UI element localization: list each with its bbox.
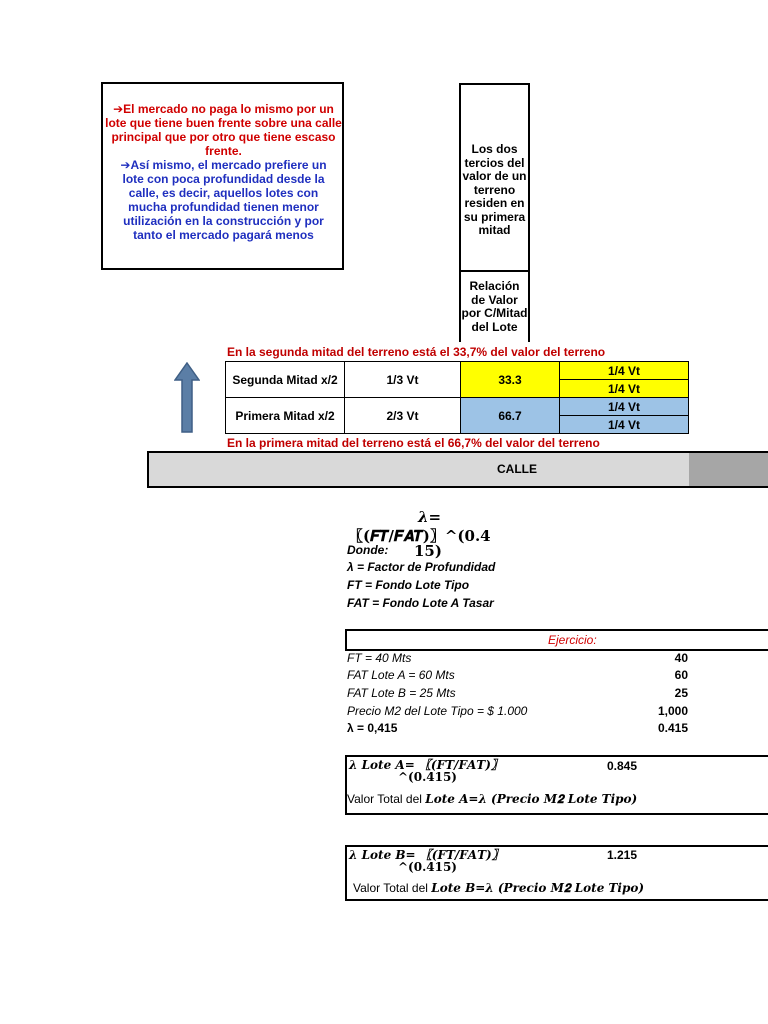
ejercicio-row-value: 60	[674, 668, 688, 682]
lambda-formula-line2: 〖(𝑭𝑻/𝑭𝑨𝑻)〗^(0.4	[348, 527, 491, 545]
table-row	[226, 398, 689, 416]
row-quarter: 1/4 Vt	[560, 416, 689, 434]
lote-a-formula-line1: 𝝀 𝑳𝒐𝒕𝒆 𝑨= 〖(𝑭𝑻/𝑭𝑨𝑻)〗	[349, 758, 503, 772]
tercios-text: Los dos tercios del valor de un terreno residen en su primera mitad	[462, 142, 527, 237]
ejercicio-row-value: 0.415	[657, 721, 688, 735]
lote-b-bottom-line	[345, 899, 768, 901]
up-arrow-icon	[174, 362, 200, 434]
ejercicio-row-value: 25	[674, 686, 688, 700]
right-arrow-icon: ➔	[113, 102, 124, 116]
donde-label: Donde:	[347, 543, 389, 557]
note-segunda-mitad: En la segunda mitad del terreno está el 33,7% del valor del terreno	[227, 345, 606, 359]
definition-ft: FT = Fondo Lote Tipo	[347, 578, 470, 592]
definition-fat: FAT = Fondo Lote A Tasar	[347, 596, 494, 610]
tercios-divider	[459, 270, 530, 272]
lote-a-value: 0.845	[607, 759, 638, 773]
lambda-formula-line1: 𝝀=	[418, 508, 442, 526]
definition-lambda: λ = Factor de Profundidad	[347, 560, 496, 574]
lote-b-total: Valor Total del 𝑳𝒐𝒕𝒆 𝑩=λ (𝑷𝒓𝒆𝒄𝒊𝒐 𝑴𝟐 𝑳𝒐𝒕𝒆 𝑻𝒊𝒑𝒐)	[353, 881, 645, 895]
ejercicio-title: Ejercicio:	[548, 633, 597, 647]
ejercicio-row-value: 1,000	[657, 704, 688, 718]
lote-b-value: 1.215	[607, 848, 638, 862]
info-box	[101, 82, 344, 270]
row-fraction: 1/3 Vt	[345, 362, 461, 398]
ejercicio-row-label: FT = 40 Mts	[347, 651, 412, 665]
ejercicio-row-label: λ = 0,415	[347, 721, 398, 735]
lote-b-left-line	[345, 845, 347, 901]
lambda-formula-line3: 15)	[414, 542, 442, 560]
lote-b-formula-line2: ^(0.415)	[398, 860, 457, 874]
row-quarter: 1/4 Vt	[560, 380, 689, 398]
lote-a-formula-line2: ^(0.415)	[398, 770, 457, 784]
row-fraction: 2/3 Vt	[345, 398, 461, 434]
calle-band	[147, 451, 768, 488]
ejercicio-row-value: 40	[674, 651, 688, 665]
right-arrow-icon: ➔	[120, 158, 131, 172]
note-primera-mitad: En la primera mitad del terreno está el 66,7% del valor del terreno	[227, 436, 600, 450]
lote-a-bottom-line	[345, 813, 768, 815]
row-percent: 66.7	[461, 398, 560, 434]
info-paragraph-1: ➔El mercado no paga lo mismo por un lote que tiene buen frente sobre una calle principal que por otro que tiene escaso frente.	[105, 102, 342, 158]
row-label: Segunda Mitad x/2	[226, 362, 345, 398]
row-quarter: 1/4 Vt	[560, 398, 689, 416]
row-quarter: 1/4 Vt	[560, 362, 689, 380]
ejercicio-row-label: FAT Lote B = 25 Mts	[347, 686, 456, 700]
mitad-table	[225, 361, 689, 434]
ejercicio-left-line	[345, 629, 347, 651]
ejercicio-top-line	[345, 629, 768, 631]
ejercicio-row-label: Precio M2 del Lote Tipo = $ 1.000	[347, 704, 528, 718]
row-label: Primera Mitad x/2	[226, 398, 345, 434]
table-row	[226, 362, 689, 380]
ejercicio-row-label: FAT Lote A = 60 Mts	[347, 668, 455, 682]
lote-b-formula-line1: 𝝀 𝑳𝒐𝒕𝒆 𝑩= 〖(𝑭𝑻/𝑭𝑨𝑻)〗	[349, 848, 504, 862]
row-percent: 33.3	[461, 362, 560, 398]
info-paragraph-2: ➔Así mismo, el mercado prefiere un lote con poca profundidad desde la calle, es decir, aquellos lotes con mucha profundidad tienen menor utilización en la construcción y por tanto el mercado pagará menos	[120, 158, 327, 242]
relacion-text: Relación de Valor por C/Mitad del Lote	[461, 279, 528, 334]
lote-a-total: Valor Total del 𝑳𝒐𝒕𝒆 𝑨=λ (𝑷𝒓𝒆𝒄𝒊𝒐 𝑴𝟐 𝑳𝒐𝒕𝒆 𝑻𝒊𝒑𝒐)	[347, 792, 638, 806]
